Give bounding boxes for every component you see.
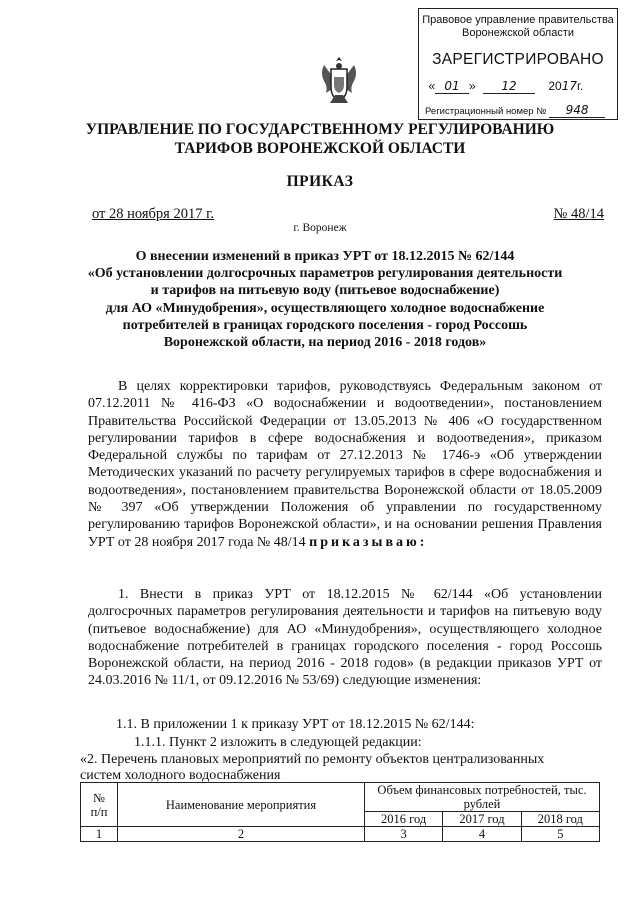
year-header: 2017 год: [443, 812, 521, 827]
stamp-registered: ЗАРЕГИСТРИРОВАНО: [432, 51, 604, 68]
stamp-line2: Воронежской области: [461, 27, 574, 39]
year-header: 2016 год: [365, 812, 443, 827]
stamp-line1: Правовое управление правительства: [422, 14, 614, 26]
col-finance-header: Объем финансовых потребностей, тыс. рублей: [365, 783, 600, 812]
measures-table: [80, 782, 600, 842]
col-num-header: № п/п: [81, 783, 118, 827]
stamp-month: 12: [483, 79, 535, 94]
col-name-header: Наименование мероприятия: [118, 783, 365, 827]
stamp-number: [425, 103, 613, 118]
preamble-text: В целях корректировки тарифов, руководствуясь Федеральным законом от 07.12.2011 № 416-ФЗ «О водоснабжении и водоотведении», постановлением Правительства Российской Федерации от 13.05.2013 № 406 «О государственном регулировании тарифов в сфере водоснабжения и водоотведения», приказом Федеральной службы по тарифам от 27.12.2013 № 1746-э «Об утверждении Методических указаний по расчету регулируемых тарифов в сфере водоснабжения и водоотведения», постановлением правительства Воронежской области от 18.05.2009 № 397 «Об утверждении Положения об управлении по государственному регулированию тарифов Воронежской области», и на основании решения Правления УРТ от 28 ноября 2017 года № 48/14: [88, 379, 602, 550]
subject-line: потребителей в границах городского поселения - город Россошь: [122, 317, 528, 333]
subject-line: и тарифов на питьевую воду (питьевое водоснабжение): [150, 283, 500, 299]
stamp-year-prefix: 20: [548, 79, 562, 93]
item-1-paragraph: 1. Внести в приказ УРТ от 18.12.2015 № 62/144 «Об установлении долгосрочных параметров регулирования деятельности и тарифов на питьевую воду (питьевое водоснабжение) для АО «Минудобрения», осуществляющего холодное водоснабжение потребителей в границах городского поселения - город Россошь Воронежской области, на период 2016 - 2018 годов» (в редакции приказов УРТ от 24.03.2016 № 11/1, от 09.12.2016 № 53/69) следующие изменения:: [88, 587, 602, 689]
index-cell: 1: [81, 827, 118, 842]
subject-line: Воронежской области, на период 2016 - 2018 годов»: [163, 335, 487, 351]
index-cell: 4: [443, 827, 521, 842]
item-1-1: 1.1. В приложении 1 к приказу УРТ от 18.12.2015 № 62/144:: [116, 717, 475, 732]
stamp-year-suffix: 17: [561, 79, 578, 93]
order-word: приказываю:: [309, 534, 428, 550]
subject-line: «Об установлении долгосрочных параметров регулирования деятельности: [87, 266, 563, 282]
stamp-date: « 01 » 12 2017г.: [425, 79, 584, 93]
coat-of-arms-icon: [316, 55, 362, 109]
stamp-day: 01: [435, 79, 469, 94]
year-header: 2018 год: [521, 812, 599, 827]
agency-line1: УПРАВЛЕНИЕ ПО ГОСУДАРСТВЕННОМУ РЕГУЛИРОВАНИЮ: [85, 121, 555, 138]
item-1-1-1: 1.1.1. Пункт 2 изложить в следующей редакции:: [134, 735, 422, 750]
index-cell: 5: [521, 827, 599, 842]
agency-line2: ТАРИФОВ ВОРОНЕЖСКОЙ ОБЛАСТИ: [174, 140, 466, 157]
city: г. Воронеж: [293, 222, 347, 234]
document-type: ПРИКАЗ: [286, 173, 354, 190]
subject-line: О внесении изменений в приказ УРТ от 18.12.2015 № 62/144: [135, 249, 515, 264]
index-cell: 3: [365, 827, 443, 842]
registration-stamp: [418, 8, 618, 120]
agency-name: [60, 120, 580, 158]
index-cell: 2: [118, 827, 365, 842]
table-index-row: [81, 827, 600, 842]
subject-line: для АО «Минудобрения», осуществляющего холодное водоснабжение: [105, 300, 545, 316]
order-subject: [75, 248, 575, 351]
quote-line1: «2. Перечень плановых мероприятий по ремонту объектов централизованных: [80, 752, 545, 767]
preamble-paragraph: [88, 378, 602, 551]
stamp-number-label: Регистрационный номер №: [425, 106, 547, 117]
order-number: № 48/14: [553, 206, 604, 222]
stamp-number-value: 948: [549, 103, 605, 118]
quote-line2: систем холодного водоснабжения: [80, 768, 281, 783]
table-header-row: [81, 783, 600, 812]
order-date: от 28 ноября 2017 г.: [92, 206, 215, 222]
